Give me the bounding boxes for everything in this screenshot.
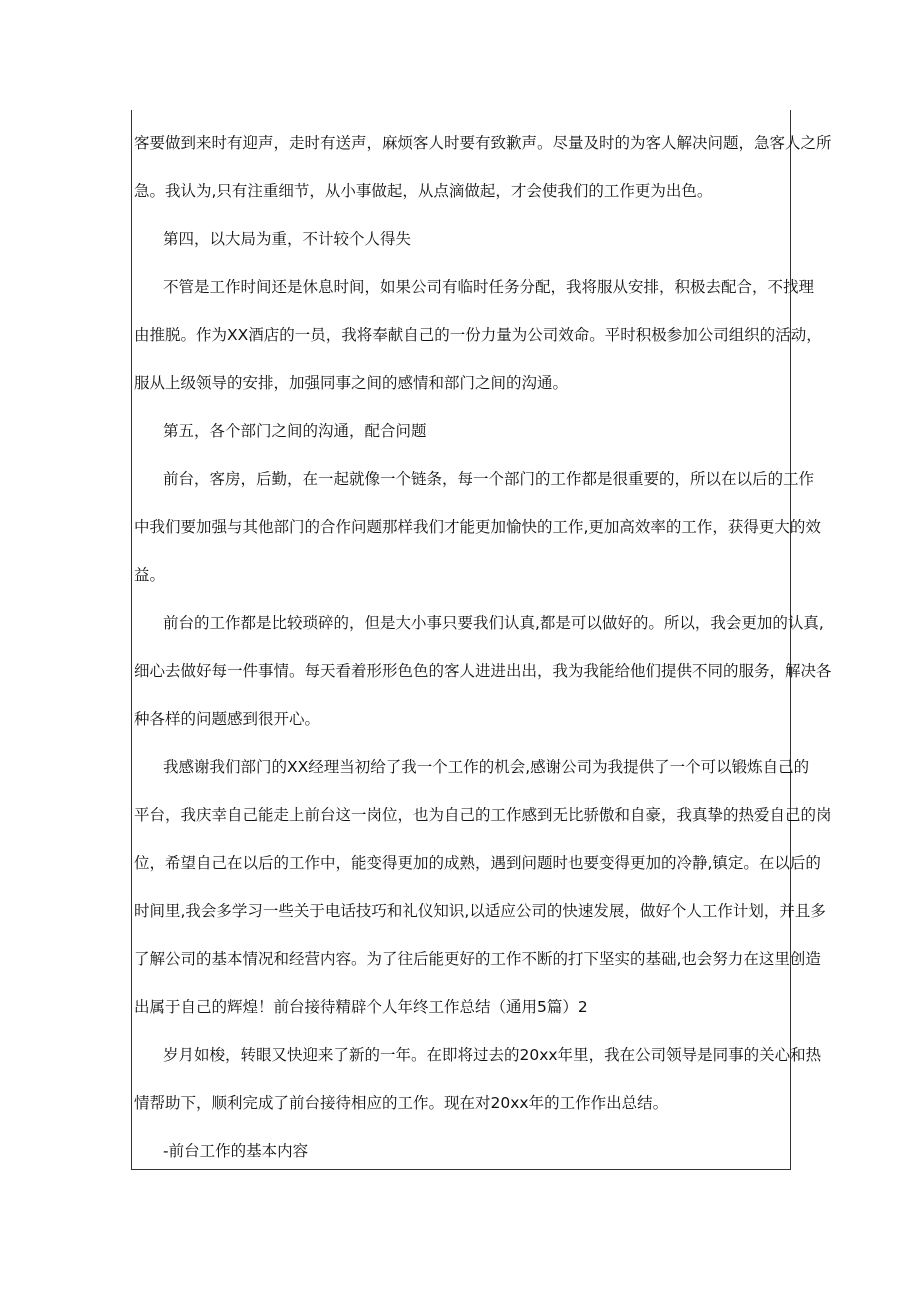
text-line-16: 位，希望自己在以后的工作中，能变得更加的成熟，遇到问题时也要变得更加的冷静,镇定。在以后的 [134,854,821,872]
text-line-6: 服从上级领导的安排，加强同事之间的感情和部门之间的沟通。 [134,374,569,392]
text-line-18: 了解公司的基本情况和经营内容。为了往后能更好的工作不断的打下坚实的基础,也会努力在这里创造 [134,950,821,968]
text-line-2: 急。我认为,只有注重细节，从小事做起，从点滴做起，才会使我们的工作更为出色。 [134,182,713,200]
text-line-5: 由推脱。作为XX酒店的一员，我将奉献自己的一份力量为公司效命。平时积极参加公司组织的活动， [134,326,822,344]
text-line-14: 我感谢我们部门的XX经理当初给了我一个工作的机会,感谢公司为我提供了一个可以锻炼自己的 [163,758,810,776]
section-heading-4: 第四，以大局为重，不计较个人得失 [163,230,412,248]
text-line-20: 岁月如梭，转眼又快迎来了新的一年。在即将过去的20xx年里，我在公司领导是同事的关心和热 [163,1046,822,1064]
text-line-10: 益。 [134,566,166,584]
text-line-12: 细心去做好每一件事情。每天看着形形色色的客人进进出出，我为我能给他们提供不同的服务，解决各 [134,662,832,680]
section-heading-5: 第五，各个部门之间的沟通，配合问题 [163,422,427,440]
text-line-21: 情帮助下，顺利完成了前台接待相应的工作。现在对20xx年的工作作出总结。 [134,1094,669,1112]
text-line-11: 前台的工作都是比较琐碎的，但是大小事只要我们认真,都是可以做好的。所以，我会更加的认真, [163,614,824,632]
text-line-8: 前台，客房，后勤，在一起就像一个链条，每一个部门的工作都是很重要的，所以在以后的工作 [163,470,815,488]
text-line-15: 平台，我庆幸自己能走上前台这一岗位，也为自己的工作感到无比骄傲和自豪，我真挚的热爱自己的岗 [134,806,832,824]
text-line-13: 种各样的问题感到很开心。 [134,710,321,728]
text-line-4: 不管是工作时间还是休息时间，如果公司有临时任务分配，我将服从安排，积极去配合，不找理 [163,278,815,296]
text-line-17: 时间里,我会多学习一些关于电话技巧和礼仪知识,以适应公司的快速发展，做好个人工作计划，并且多 [134,902,826,920]
text-line-19: 出属于自己的辉煌！前台接待精辟个人年终工作总结（通用5篇）2 [134,998,588,1016]
section-heading-basic-content: -前台工作的基本内容 [163,1142,309,1160]
text-line-9: 中我们要加强与其他部门的合作问题那样我们才能更加愉快的工作,更加高效率的工作，获得更大的效 [134,518,821,536]
text-line-1: 客要做到来时有迎声，走时有送声，麻烦客人时要有致歉声。尽量及时的为客人解决问题，急客人之所 [134,134,832,152]
